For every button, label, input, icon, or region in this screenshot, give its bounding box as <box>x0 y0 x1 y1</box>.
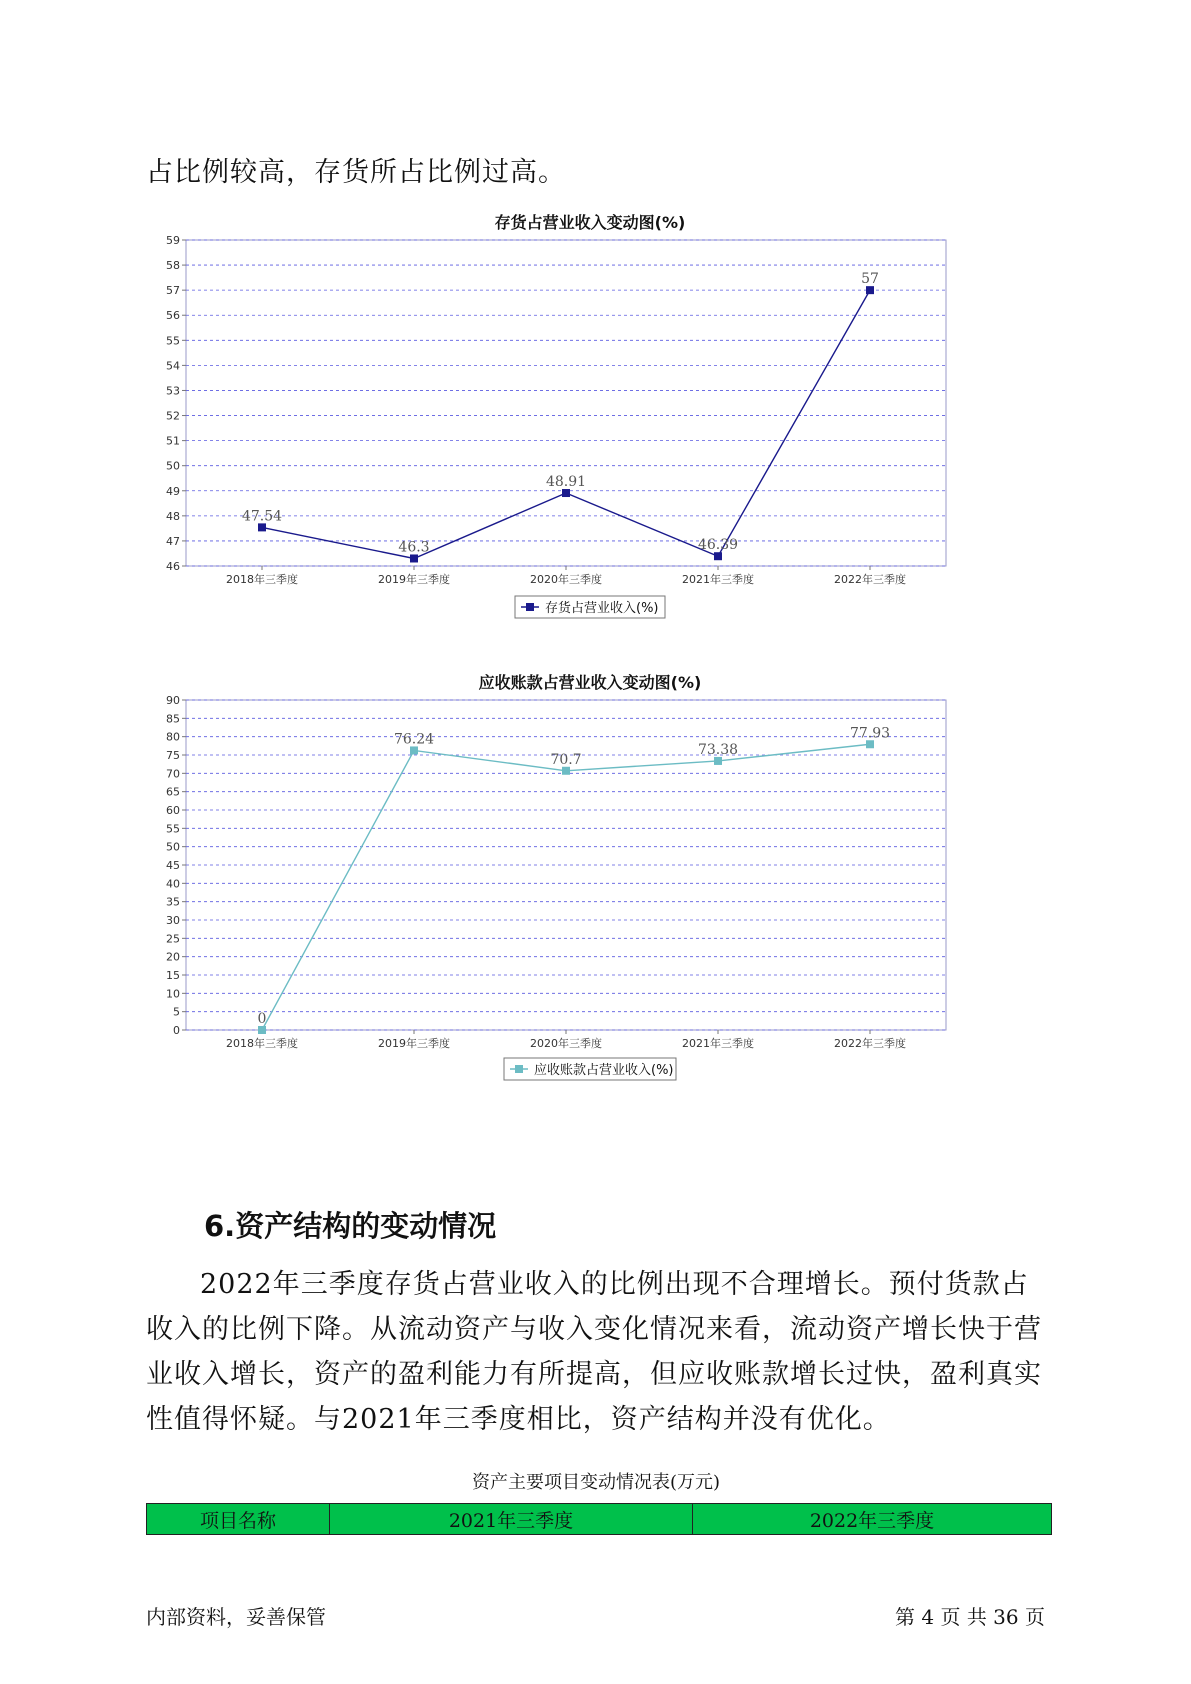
data-label: 57 <box>861 271 879 288</box>
data-point <box>562 489 570 497</box>
y-tick-label: 48 <box>166 509 180 523</box>
x-tick-label: 2018年三季度 <box>226 1037 298 1050</box>
data-label: 47.54 <box>241 508 283 525</box>
inventory-ratio-chart-svg <box>150 213 1030 682</box>
y-tick-label: 5 <box>173 1005 180 1019</box>
y-tick-label: 50 <box>166 840 180 854</box>
data-label: 73.38 <box>697 741 739 758</box>
y-tick-label: 55 <box>166 334 180 348</box>
data-label: 46.3 <box>398 539 430 556</box>
y-tick-label: 50 <box>166 459 180 473</box>
data-label: 48.91 <box>545 474 587 491</box>
data-point <box>714 757 722 765</box>
x-tick-label: 2022年三季度 <box>834 1037 906 1050</box>
asset-change-table <box>146 1503 1052 1535</box>
data-point <box>258 1026 266 1034</box>
y-tick-label: 90 <box>166 694 180 707</box>
y-tick-label: 53 <box>166 384 180 398</box>
y-tick-label: 51 <box>166 434 180 448</box>
y-tick-label: 46 <box>166 560 180 573</box>
y-tick-label: 35 <box>166 895 180 909</box>
intro-paragraph: 占比例较高，存货所占比例过高。 <box>146 157 566 188</box>
x-tick-label: 2021年三季度 <box>682 1037 754 1050</box>
y-tick-label: 55 <box>166 822 180 836</box>
y-tick-label: 10 <box>166 987 180 1001</box>
y-tick-label: 15 <box>166 969 180 982</box>
receivables-ratio-chart <box>150 673 1030 1188</box>
y-tick-label: 56 <box>166 309 180 323</box>
x-tick-label: 2020年三季度 <box>530 1037 602 1050</box>
y-tick-label: 25 <box>166 932 180 946</box>
x-tick-label: 2018年三季度 <box>226 573 298 586</box>
table-header-item-name: 项目名称 <box>147 1504 330 1535</box>
y-tick-label: 45 <box>166 859 180 872</box>
data-point <box>410 554 418 562</box>
legend-label: 应收账款占营业收入(%) <box>534 1063 674 1078</box>
y-tick-label: 70 <box>166 767 180 781</box>
legend-label: 存货占营业收入(%) <box>545 601 659 616</box>
inventory-ratio-chart <box>150 213 1030 682</box>
y-tick-label: 58 <box>166 259 180 273</box>
chart-title: 存货占营业收入变动图(%) <box>494 213 686 232</box>
data-point <box>410 746 418 754</box>
x-tick-label: 2021年三季度 <box>682 573 754 586</box>
y-tick-label: 75 <box>166 749 180 762</box>
y-tick-label: 85 <box>166 712 180 726</box>
legend-marker <box>526 603 534 611</box>
y-tick-label: 20 <box>166 950 180 964</box>
data-label: 76.24 <box>393 731 435 748</box>
y-tick-label: 60 <box>166 804 180 817</box>
data-point <box>714 552 722 560</box>
footer-confidential-note: 内部资料，妥善保管 <box>146 1605 326 1629</box>
x-tick-label: 2020年三季度 <box>530 573 602 586</box>
data-point <box>258 523 266 531</box>
y-tick-label: 57 <box>166 284 180 298</box>
y-tick-label: 52 <box>166 409 180 423</box>
y-tick-label: 54 <box>166 359 180 373</box>
data-point <box>866 740 874 748</box>
x-tick-label: 2019年三季度 <box>378 1037 450 1050</box>
plot-area <box>186 240 946 566</box>
y-tick-label: 40 <box>166 877 180 891</box>
data-label: 70.7 <box>550 751 582 768</box>
y-tick-label: 0 <box>173 1024 180 1037</box>
y-tick-label: 80 <box>166 730 180 744</box>
table-caption: 资产主要项目变动情况表(万元) <box>471 1472 721 1493</box>
y-tick-label: 49 <box>166 484 180 498</box>
data-point <box>866 286 874 294</box>
y-tick-label: 30 <box>166 914 180 927</box>
data-label: 46.39 <box>697 537 739 554</box>
table-header-2021q3: 2021年三季度 <box>330 1504 693 1535</box>
data-point <box>562 767 570 775</box>
footer-page-number: 第 4 页 共 36 页 <box>895 1605 1045 1629</box>
x-tick-label: 2019年三季度 <box>378 573 450 586</box>
y-tick-label: 65 <box>166 785 180 799</box>
table-header-2022q3: 2022年三季度 <box>693 1504 1052 1535</box>
data-label: 77.93 <box>849 725 891 742</box>
legend-marker <box>515 1065 523 1073</box>
y-tick-label: 59 <box>166 234 180 247</box>
x-tick-label: 2022年三季度 <box>834 573 906 586</box>
receivables-ratio-chart-svg <box>150 673 1030 1188</box>
chart-title: 应收账款占营业收入变动图(%) <box>478 673 702 692</box>
section-heading: 6.资产结构的变动情况 <box>204 1209 497 1243</box>
y-tick-label: 47 <box>166 534 180 548</box>
table-header-row <box>147 1504 1052 1535</box>
data-label: 0 <box>257 1011 267 1027</box>
section-paragraph: 2022年三季度存货占营业收入的比例出现不合理增长。预付货款占收入的比例下降。从流动资产与收入变化情况来看，流动资产增长快于营业收入增长，资产的盈利能力有所提高，但应收账款增长过快，盈利真实性值得怀疑。与2021年三季度相比，资产结构并没有优化。 <box>146 1269 1042 1435</box>
